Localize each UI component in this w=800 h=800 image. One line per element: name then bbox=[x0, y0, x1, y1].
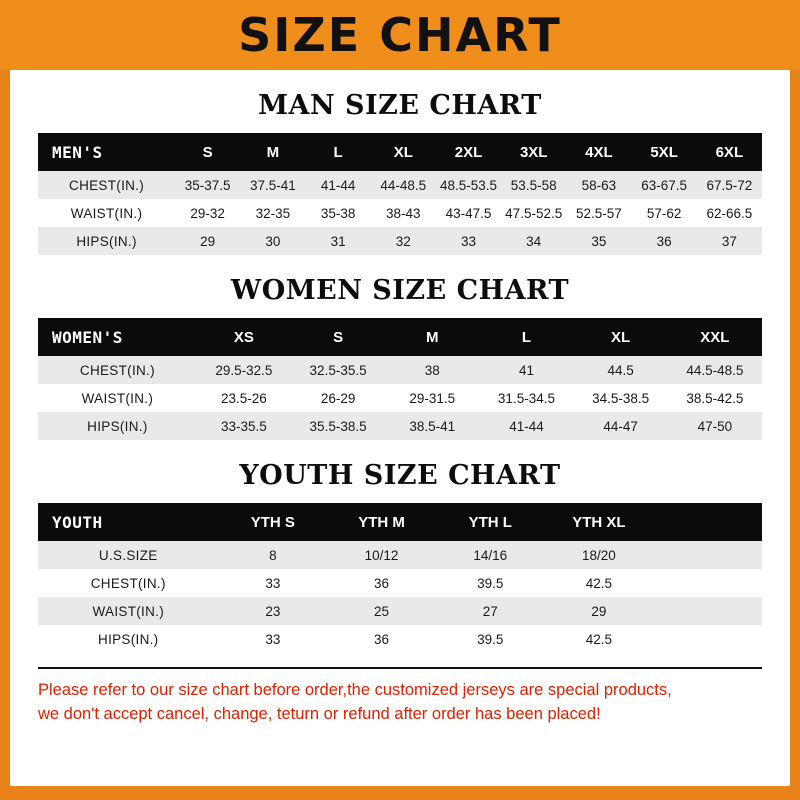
cell: 33 bbox=[219, 625, 328, 653]
column-header: XS bbox=[197, 318, 291, 356]
youth-corner-header: YOUTH bbox=[38, 503, 219, 541]
men-table-head bbox=[38, 133, 762, 171]
table-row bbox=[38, 412, 762, 440]
cell: 47-50 bbox=[668, 412, 762, 440]
cell: 57-62 bbox=[632, 199, 697, 227]
column-header: 6XL bbox=[697, 133, 762, 171]
youth-table-head bbox=[38, 503, 762, 541]
column-header: XL bbox=[371, 133, 436, 171]
cell: 26-29 bbox=[291, 384, 385, 412]
section-title-youth: YOUTH SIZE CHART bbox=[239, 460, 561, 491]
column-header: M bbox=[240, 133, 305, 171]
row-label: CHEST(IN.) bbox=[38, 356, 197, 384]
column-header: S bbox=[291, 318, 385, 356]
column-header: YTH L bbox=[436, 503, 545, 541]
cell: 35.5-38.5 bbox=[291, 412, 385, 440]
column-header: S bbox=[175, 133, 240, 171]
footer-bar bbox=[10, 786, 790, 800]
men-size-table bbox=[38, 133, 762, 255]
cell: 31 bbox=[305, 227, 370, 255]
cell: 63-67.5 bbox=[632, 171, 697, 199]
footer-note-line1: Please refer to our size chart before order,the customized jerseys are special products, bbox=[38, 681, 672, 699]
row-label: U.S.SIZE bbox=[38, 541, 219, 569]
youth-table-body bbox=[38, 541, 762, 653]
table-row bbox=[38, 384, 762, 412]
cell: 14/16 bbox=[436, 541, 545, 569]
column-header: YTH M bbox=[327, 503, 436, 541]
cell: 44.5 bbox=[574, 356, 668, 384]
table-row bbox=[38, 356, 762, 384]
cell: 38-43 bbox=[371, 199, 436, 227]
cell: 18/20 bbox=[545, 541, 654, 569]
cell: 42.5 bbox=[545, 625, 654, 653]
row-label: WAIST(IN.) bbox=[38, 384, 197, 412]
cell: 35-37.5 bbox=[175, 171, 240, 199]
table-row bbox=[38, 227, 762, 255]
column-header: L bbox=[479, 318, 573, 356]
page-title: SIZE CHART bbox=[238, 8, 562, 62]
cell: 44-47 bbox=[574, 412, 668, 440]
row-label: HIPS(IN.) bbox=[38, 227, 175, 255]
row-label: HIPS(IN.) bbox=[38, 625, 219, 653]
cell-empty bbox=[653, 541, 762, 569]
column-header: 5XL bbox=[632, 133, 697, 171]
column-header: XXL bbox=[668, 318, 762, 356]
cell-empty bbox=[653, 597, 762, 625]
content bbox=[10, 90, 790, 727]
cell: 39.5 bbox=[436, 569, 545, 597]
section-title-men: MAN SIZE CHART bbox=[258, 90, 542, 121]
cell: 33-35.5 bbox=[197, 412, 291, 440]
cell: 33 bbox=[219, 569, 328, 597]
cell: 29 bbox=[175, 227, 240, 255]
cell: 41-44 bbox=[305, 171, 370, 199]
cell: 35-38 bbox=[305, 199, 370, 227]
cell: 29.5-32.5 bbox=[197, 356, 291, 384]
cell: 38.5-41 bbox=[385, 412, 479, 440]
cell: 30 bbox=[240, 227, 305, 255]
cell: 23 bbox=[219, 597, 328, 625]
column-header: 4XL bbox=[566, 133, 631, 171]
cell: 37 bbox=[697, 227, 762, 255]
cell: 34 bbox=[501, 227, 566, 255]
women-table-head bbox=[38, 318, 762, 356]
cell: 36 bbox=[327, 625, 436, 653]
men-corner-header: MEN'S bbox=[38, 133, 175, 171]
cell: 38.5-42.5 bbox=[668, 384, 762, 412]
cell-empty bbox=[653, 569, 762, 597]
men-table-body bbox=[38, 171, 762, 255]
cell: 43-47.5 bbox=[436, 199, 501, 227]
cell: 25 bbox=[327, 597, 436, 625]
table-row bbox=[38, 171, 762, 199]
women-corner-header: WOMEN'S bbox=[38, 318, 197, 356]
table-row bbox=[38, 597, 762, 625]
cell: 35 bbox=[566, 227, 631, 255]
cell: 38 bbox=[385, 356, 479, 384]
column-header: M bbox=[385, 318, 479, 356]
cell: 36 bbox=[327, 569, 436, 597]
row-label: CHEST(IN.) bbox=[38, 569, 219, 597]
cell: 27 bbox=[436, 597, 545, 625]
cell: 52.5-57 bbox=[566, 199, 631, 227]
section-title-women: WOMEN SIZE CHART bbox=[230, 275, 570, 306]
cell: 32 bbox=[371, 227, 436, 255]
cell: 31.5-34.5 bbox=[479, 384, 573, 412]
cell: 47.5-52.5 bbox=[501, 199, 566, 227]
table-row bbox=[38, 569, 762, 597]
table-row bbox=[38, 625, 762, 653]
cell: 29 bbox=[545, 597, 654, 625]
column-header: XL bbox=[574, 318, 668, 356]
row-label: WAIST(IN.) bbox=[38, 199, 175, 227]
women-size-table bbox=[38, 318, 762, 440]
cell: 32.5-35.5 bbox=[291, 356, 385, 384]
row-label: CHEST(IN.) bbox=[38, 171, 175, 199]
column-header: YTH S bbox=[219, 503, 328, 541]
column-header-empty bbox=[653, 503, 762, 541]
cell: 10/12 bbox=[327, 541, 436, 569]
cell: 33 bbox=[436, 227, 501, 255]
row-label: WAIST(IN.) bbox=[38, 597, 219, 625]
youth-size-table bbox=[38, 503, 762, 653]
cell: 29-32 bbox=[175, 199, 240, 227]
table-header-row bbox=[38, 503, 762, 541]
column-header: YTH XL bbox=[545, 503, 654, 541]
cell: 8 bbox=[219, 541, 328, 569]
cell: 41-44 bbox=[479, 412, 573, 440]
cell-empty bbox=[653, 625, 762, 653]
cell: 36 bbox=[632, 227, 697, 255]
table-header-row bbox=[38, 133, 762, 171]
column-header: 2XL bbox=[436, 133, 501, 171]
table-row bbox=[38, 199, 762, 227]
women-table-body bbox=[38, 356, 762, 440]
cell: 62-66.5 bbox=[697, 199, 762, 227]
footer-note-line2: we don't accept cancel, change, teturn or refund after order has been placed! bbox=[38, 704, 601, 723]
cell: 29-31.5 bbox=[385, 384, 479, 412]
cell: 34.5-38.5 bbox=[574, 384, 668, 412]
cell: 58-63 bbox=[566, 171, 631, 199]
table-header-row bbox=[38, 318, 762, 356]
cell: 44.5-48.5 bbox=[668, 356, 762, 384]
cell: 39.5 bbox=[436, 625, 545, 653]
cell: 41 bbox=[479, 356, 573, 384]
cell: 32-35 bbox=[240, 199, 305, 227]
row-label: HIPS(IN.) bbox=[38, 412, 197, 440]
cell: 48.5-53.5 bbox=[436, 171, 501, 199]
table-row bbox=[38, 541, 762, 569]
cell: 67.5-72 bbox=[697, 171, 762, 199]
cell: 23.5-26 bbox=[197, 384, 291, 412]
banner bbox=[0, 0, 800, 70]
cell: 42.5 bbox=[545, 569, 654, 597]
column-header: L bbox=[305, 133, 370, 171]
cell: 37.5-41 bbox=[240, 171, 305, 199]
cell: 53.5-58 bbox=[501, 171, 566, 199]
footer-note bbox=[38, 667, 762, 727]
column-header: 3XL bbox=[501, 133, 566, 171]
cell: 44-48.5 bbox=[371, 171, 436, 199]
